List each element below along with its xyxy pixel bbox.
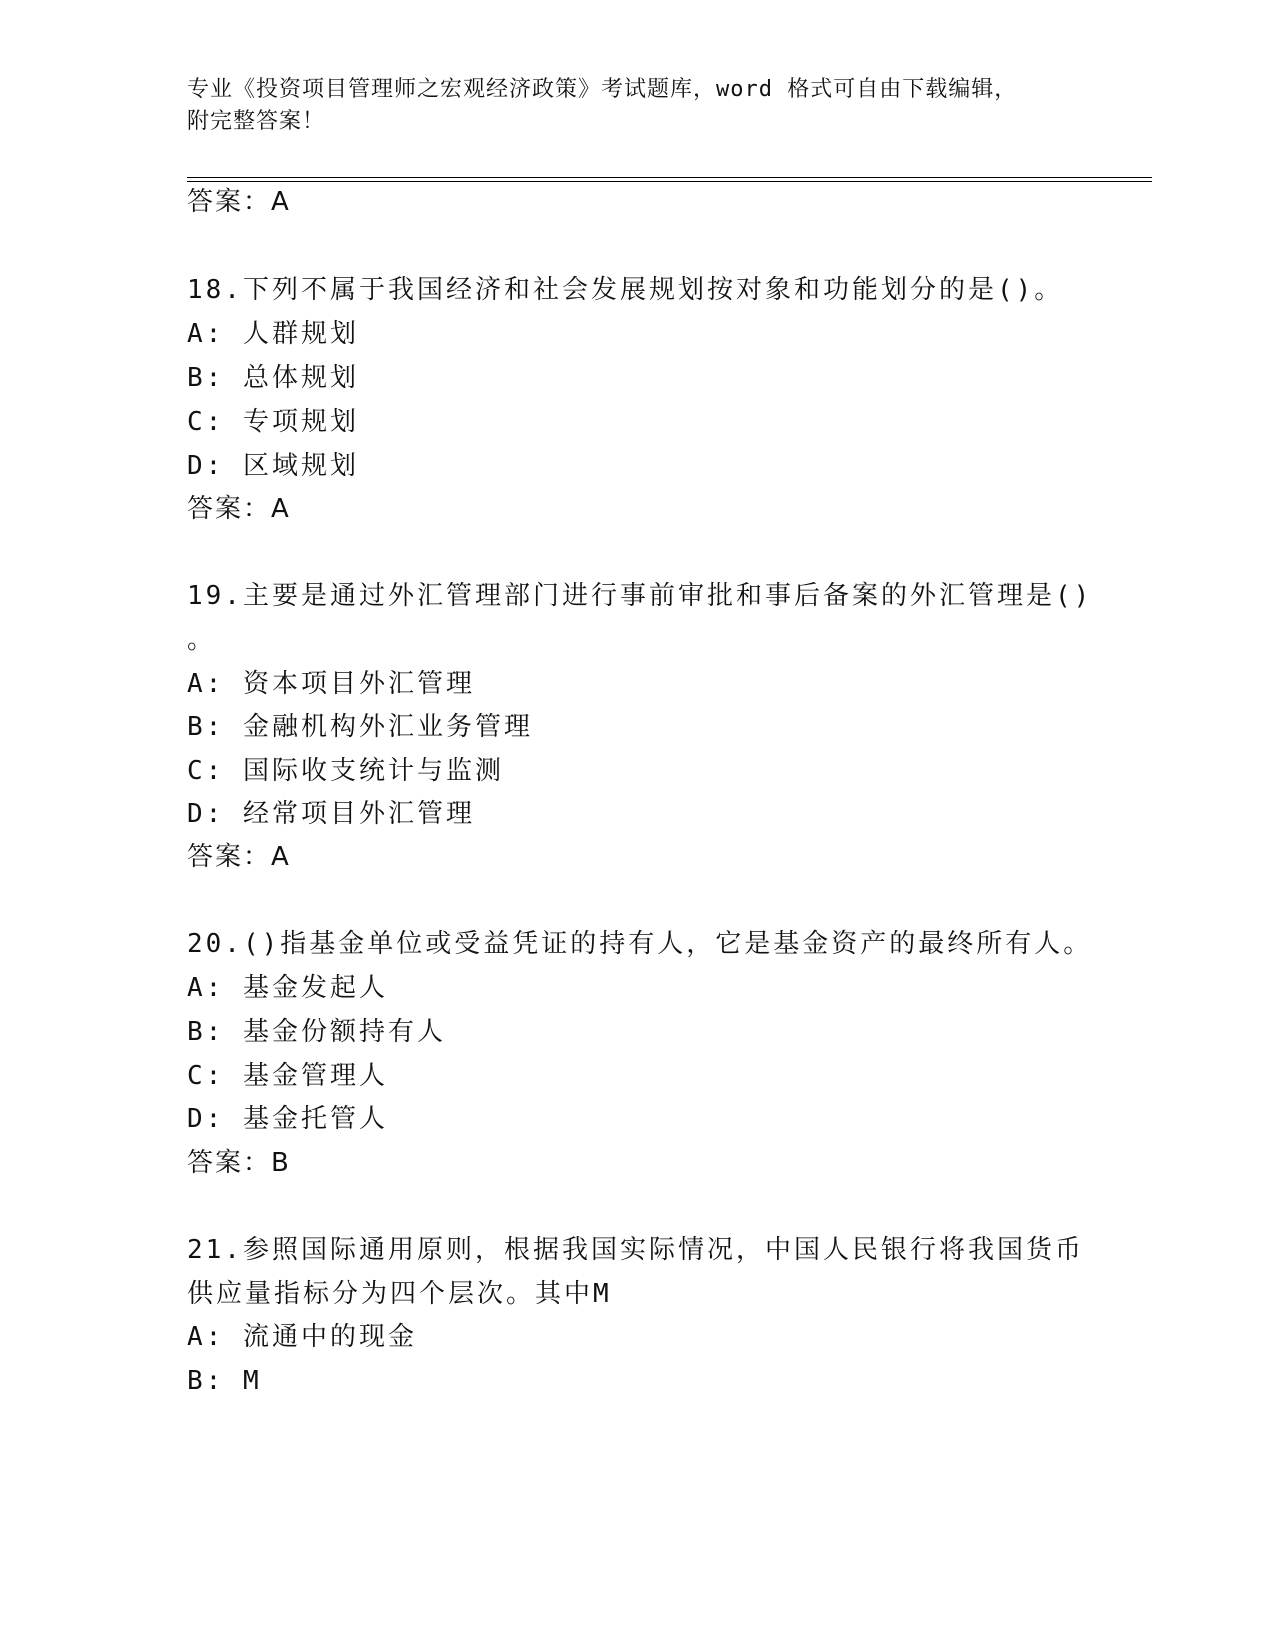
question-stem-21-cont: 供应量指标分为四个层次。其中M	[187, 1279, 612, 1309]
option-c: C: 专项规划	[187, 407, 359, 437]
header-line-2: 附完整答案！	[187, 109, 326, 134]
option-b: B: 总体规划	[187, 363, 359, 393]
answer-line: 答案：A	[187, 494, 291, 524]
answer-line: 答案：A	[187, 842, 291, 872]
question-stem-19: 19.主要是通过外汇管理部门进行事前审批和事后备案的外汇管理是()	[187, 581, 1093, 611]
option-d: D: 基金托管人	[187, 1104, 388, 1134]
header-line-1: 专业《投资项目管理师之宏观经济政策》考试题库，word 格式可自由下载编辑，	[187, 77, 1018, 102]
question-stem-20: 20.()指基金单位或受益凭证的持有人，它是基金资产的最终所有人。	[187, 929, 1093, 959]
option-a: A: 基金发起人	[187, 973, 388, 1003]
option-d: D: 区域规划	[187, 451, 359, 481]
option-c: C: 国际收支统计与监测	[187, 756, 504, 786]
option-d: D: 经常项目外汇管理	[187, 799, 475, 829]
option-a: A: 流通中的现金	[187, 1322, 417, 1352]
option-b: B: 金融机构外汇业务管理	[187, 712, 533, 742]
option-a: A: 资本项目外汇管理	[187, 669, 475, 699]
question-stem-18: 18.下列不属于我国经济和社会发展规划按对象和功能划分的是()。	[187, 275, 1064, 305]
answer-line: 答案：B	[187, 1148, 291, 1178]
document-header	[187, 74, 1087, 138]
header-divider-top	[187, 177, 1152, 178]
option-b: B: M	[187, 1366, 262, 1396]
option-a: A: 人群规划	[187, 319, 359, 349]
option-c: C: 基金管理人	[187, 1061, 388, 1091]
answer-line: 答案：A	[187, 187, 291, 217]
header-divider-bottom	[187, 181, 1152, 182]
question-stem-19-cont: 。	[187, 625, 217, 655]
question-stem-21: 21.参照国际通用原则，根据我国实际情况，中国人民银行将我国货币	[187, 1235, 1084, 1265]
option-b: B: 基金份额持有人	[187, 1017, 446, 1047]
